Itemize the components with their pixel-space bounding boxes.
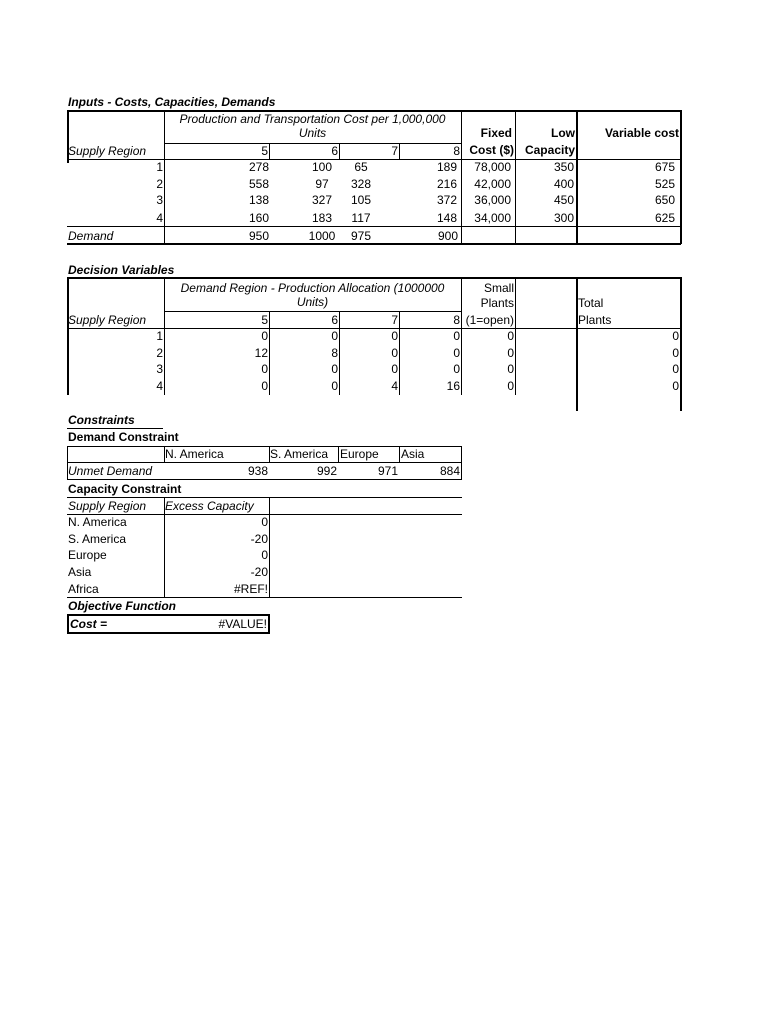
unmet-demand-cell: 971 — [377, 464, 398, 478]
unmet-demand-cell: 938 — [247, 464, 268, 478]
capacity-constraint-title: Capacity Constraint — [68, 482, 182, 496]
cost-cell: 65 — [354, 160, 368, 174]
decision-section-title: Decision Variables — [68, 263, 175, 277]
objective-bottom-border — [67, 632, 270, 634]
demand-region-header: 7 — [391, 144, 398, 158]
small-plant-cell[interactable]: 0 — [507, 379, 514, 393]
supply-region-label: Supply Region — [68, 144, 147, 158]
supply-region-cell: 4 — [156, 379, 163, 393]
allocation-cell[interactable]: 0 — [453, 362, 460, 376]
demand-region-header: 6 — [331, 313, 338, 327]
allocation-cell[interactable]: 0 — [453, 346, 460, 360]
allocation-cell[interactable]: 0 — [261, 379, 268, 393]
decision-top-border — [67, 277, 681, 279]
demand-region-header: 5 — [261, 313, 268, 327]
capacity-region-cell: N. America — [68, 515, 127, 529]
variable-cost-cell: 625 — [654, 211, 675, 225]
variable-cost-header: Variable cost — [604, 126, 679, 140]
demand-constraint-divider — [338, 446, 339, 462]
capacity-cell: 450 — [553, 193, 574, 207]
inputs-demand-top-border — [67, 226, 681, 227]
objective-right-border — [268, 614, 270, 634]
small-plants-header: Plants — [480, 296, 514, 310]
cost-cell: 327 — [311, 193, 333, 207]
fixed-cost-cell: 42,000 — [474, 177, 511, 191]
cost-cell: 216 — [436, 177, 457, 191]
demand-cell: 900 — [437, 229, 458, 243]
allocation-cell[interactable]: 0 — [391, 362, 398, 376]
capacity-cell: 300 — [553, 211, 574, 225]
supply-region-label: Supply Region — [68, 499, 147, 513]
demand-constraint-right-border — [461, 446, 462, 479]
low-capacity-header: Low — [551, 126, 575, 140]
supply-region-cell: 3 — [156, 362, 163, 376]
cost-cell: 97 — [315, 177, 329, 191]
demand-region-header: 8 — [453, 144, 460, 158]
allocation-header-units: Units) — [296, 295, 329, 309]
allocation-cell[interactable]: 12 — [254, 346, 268, 360]
fixed-cost-cell: 34,000 — [474, 211, 511, 225]
unmet-demand-cell: 992 — [316, 464, 337, 478]
demand-constraint-title: Demand Constraint — [68, 430, 179, 444]
supply-region-label: Supply Region — [68, 313, 147, 327]
variable-cost-cell: 675 — [654, 160, 675, 174]
market-header: Asia — [401, 447, 425, 461]
constraints-section-title: Constraints — [68, 413, 135, 427]
demand-cell: 1000 — [308, 229, 336, 243]
low-capacity-header: Capacity — [524, 143, 575, 157]
fixed-cost-header: Cost ($) — [469, 143, 514, 157]
decision-col-divider — [515, 277, 516, 395]
allocation-cell[interactable]: 0 — [331, 379, 338, 393]
demand-region-header: 7 — [391, 313, 398, 327]
allocation-cell[interactable]: 0 — [331, 329, 338, 343]
allocation-cell[interactable]: 0 — [331, 362, 338, 376]
excess-capacity-cell: 0 — [261, 548, 268, 562]
allocation-cell[interactable]: 0 — [453, 329, 460, 343]
objective-left-border — [67, 614, 69, 634]
capacity-constraint-top-border — [67, 497, 462, 498]
excess-capacity-cell: 0 — [261, 515, 268, 529]
market-header: N. America — [165, 447, 224, 461]
capacity-region-cell: Africa — [68, 582, 99, 596]
constraints-title-underline — [67, 428, 163, 429]
capacity-constraint-bottom-border — [67, 597, 462, 598]
cost-cell: 160 — [248, 211, 270, 225]
supply-region-cell: 2 — [156, 177, 163, 191]
total-plants-cell: 0 — [672, 379, 679, 393]
allocation-cell[interactable]: 0 — [391, 346, 398, 360]
cost-cell: 117 — [351, 211, 371, 225]
cost-value-cell[interactable]: #VALUE! — [218, 617, 267, 631]
capacity-cell: 350 — [553, 160, 574, 174]
excess-capacity-cell: -20 — [250, 532, 268, 546]
market-header: Europe — [340, 447, 379, 461]
small-plant-cell[interactable]: 0 — [507, 329, 514, 343]
capacity-region-cell: S. America — [68, 532, 127, 546]
allocation-cell[interactable]: 0 — [391, 329, 398, 343]
fixed-cost-header: Fixed — [480, 126, 512, 140]
demand-region-header: 5 — [261, 144, 268, 158]
demand-constraint-mid-border — [67, 462, 462, 463]
cost-cell: 328 — [350, 177, 372, 191]
cost-header: Production and Transportation Cost per 1,000,000 — [179, 112, 446, 126]
total-plants-cell: 0 — [672, 362, 679, 376]
capacity-constraint-divider — [269, 497, 270, 597]
small-plants-header: (1=open) — [465, 313, 514, 327]
allocation-cell[interactable]: 0 — [261, 362, 268, 376]
cost-cell: 558 — [248, 177, 270, 191]
decision-subheader-border — [164, 311, 461, 312]
excess-capacity-label: Excess Capacity — [165, 499, 254, 513]
variable-cost-cell: 650 — [654, 193, 675, 207]
allocation-cell[interactable]: 0 — [261, 329, 268, 343]
cost-cell: 100 — [311, 160, 333, 174]
allocation-cell[interactable]: 8 — [331, 346, 338, 360]
capacity-region-cell: Europe — [68, 548, 107, 562]
supply-region-cell: 1 — [156, 160, 163, 174]
demand-constraint-bottom-border — [67, 479, 462, 480]
allocation-cell[interactable]: 16 — [446, 379, 460, 393]
supply-region-cell: 2 — [156, 346, 163, 360]
capacity-region-cell: Asia — [68, 565, 92, 579]
cost-cell: 372 — [436, 193, 457, 207]
cost-cell: 105 — [350, 193, 372, 207]
supply-region-cell: 1 — [156, 329, 163, 343]
cost-cell: 183 — [311, 211, 333, 225]
small-plant-cell[interactable]: 0 — [507, 346, 514, 360]
cost-cell: 189 — [436, 160, 457, 174]
cost-cell: 278 — [248, 160, 270, 174]
total-plants-cell: 0 — [672, 346, 679, 360]
market-header: S. America — [270, 447, 329, 461]
demand-region-header: 8 — [453, 313, 460, 327]
inputs-right-border — [680, 110, 682, 244]
excess-capacity-cell: #REF! — [233, 582, 268, 596]
total-plants-header: Plants — [578, 313, 612, 327]
fixed-cost-cell: 36,000 — [474, 193, 511, 207]
demand-constraint-divider — [399, 446, 400, 462]
total-plants-header: Total — [578, 296, 604, 310]
cost-header-units: Units — [298, 126, 327, 140]
inputs-bottom-border — [67, 243, 681, 245]
small-plants-header: Small — [483, 281, 514, 295]
fixed-cost-cell: 78,000 — [474, 160, 511, 174]
demand-cell: 950 — [248, 229, 270, 243]
supply-region-cell: 4 — [156, 211, 163, 225]
cost-cell: 148 — [436, 211, 457, 225]
unmet-demand-cell: 884 — [439, 464, 460, 478]
demand-label: Demand — [68, 229, 114, 243]
small-plant-cell[interactable]: 0 — [507, 362, 514, 376]
cost-cell: 138 — [248, 193, 270, 207]
unmet-demand-label: Unmet Demand — [68, 464, 153, 478]
inputs-section-title: Inputs - Costs, Capacities, Demands — [68, 95, 276, 109]
capacity-cell: 400 — [553, 177, 574, 191]
decision-right-border — [680, 277, 682, 411]
objective-top-border — [67, 614, 270, 616]
variable-cost-cell: 525 — [654, 177, 675, 191]
objective-section-title: Objective Function — [68, 599, 177, 613]
demand-cell: 975 — [350, 229, 372, 243]
total-plants-cell: 0 — [672, 329, 679, 343]
excess-capacity-cell: -20 — [250, 565, 268, 579]
demand-region-header: 6 — [331, 144, 338, 158]
cost-label: Cost = — [70, 617, 108, 631]
allocation-header: Demand Region - Production Allocation (1000000 — [180, 281, 445, 295]
allocation-cell[interactable]: 4 — [391, 379, 398, 393]
supply-region-cell: 3 — [156, 193, 163, 207]
